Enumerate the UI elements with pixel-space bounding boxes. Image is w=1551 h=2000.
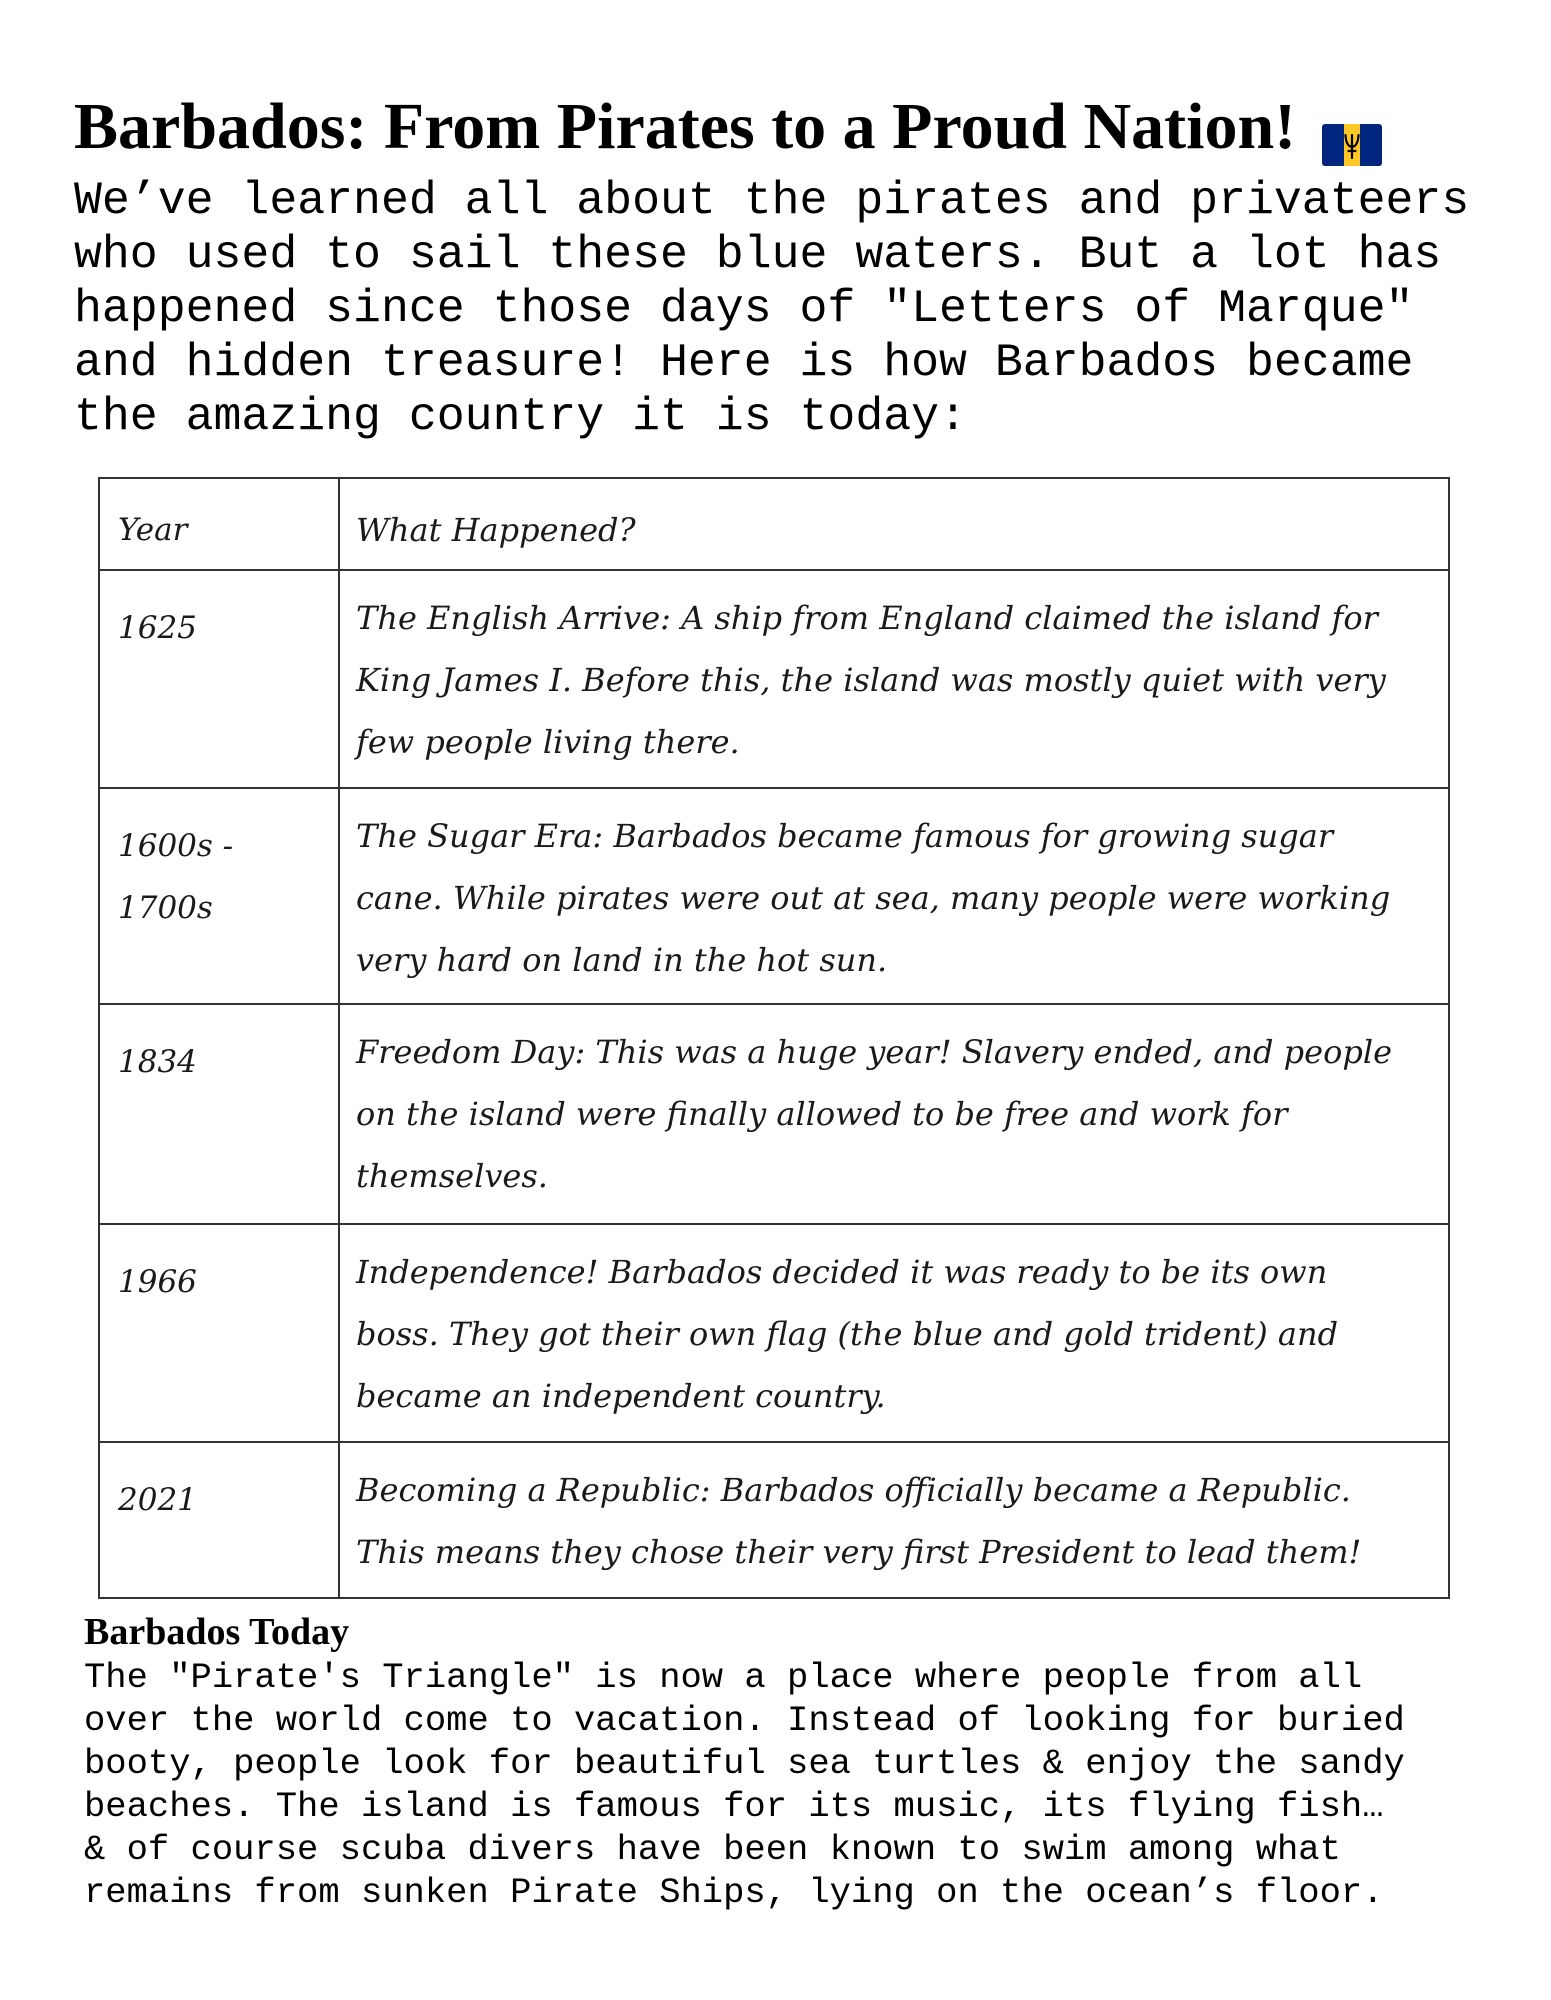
today-paragraph [84, 1656, 1514, 1914]
table-row [99, 1224, 1449, 1442]
table-row [99, 788, 1449, 1004]
table-row [99, 1004, 1449, 1224]
row-description [339, 788, 1449, 1004]
today-line: beaches. The island is famous for its music, its flying fish… [84, 1786, 1384, 1827]
page-title-text: Barbados: From Pirates to a Proud Nation! [74, 90, 1297, 163]
row-year [99, 1004, 339, 1224]
row-description [339, 570, 1449, 788]
year-line: 1625 [118, 610, 197, 646]
description-line: Independence! Barbados decided it was ready to be its own [356, 1253, 1328, 1291]
year-line: 1834 [118, 1044, 197, 1080]
table-row [99, 570, 1449, 788]
description-line: This means they chose their very first President to lead them! [356, 1533, 1362, 1571]
description-line: The Sugar Era: Barbados became famous for growing sugar [356, 817, 1334, 855]
intro-line: who used to sail these blue waters. But a lot has [74, 228, 1442, 281]
row-year [99, 570, 339, 788]
today-line: booty, people look for beautiful sea turtles & enjoy the sandy [84, 1743, 1405, 1784]
intro-line: happened since those days of "Letters of Marque" [74, 282, 1414, 335]
description-line: cane. While pirates were out at sea, many people were working [356, 879, 1391, 917]
description-line: Becoming a Republic: Barbados officially became a Republic. [356, 1471, 1351, 1509]
description-line: became an independent country. [356, 1377, 886, 1415]
row-description [339, 1004, 1449, 1224]
header-year: Year [99, 478, 339, 570]
header-what-happened: What Happened? [339, 478, 1449, 570]
year-line: 1600s - [118, 828, 234, 864]
row-year [99, 1442, 339, 1598]
today-line: over the world come to vacation. Instead of looking for buried [84, 1700, 1405, 1741]
description-line: very hard on land in the hot sun. [356, 941, 888, 979]
year-line: 1700s [118, 890, 213, 926]
row-year [99, 788, 339, 1004]
year-line: 1966 [118, 1264, 197, 1300]
year-line: 2021 [118, 1482, 197, 1518]
description-line: The English Arrive: A ship from England claimed the island for [356, 599, 1378, 637]
row-description [339, 1442, 1449, 1598]
barbados-flag-icon [1322, 102, 1382, 144]
today-line: & of course scuba divers have been known to swim among what [84, 1829, 1341, 1870]
description-line: themselves. [356, 1157, 548, 1195]
table-header-row [99, 478, 1449, 570]
timeline-table [98, 477, 1450, 1599]
intro-line: and hidden treasure! Here is how Barbados became [74, 336, 1414, 389]
intro-paragraph [74, 174, 1514, 444]
section-heading-barbados-today: Barbados Today [84, 1611, 350, 1653]
today-line: remains from sunken Pirate Ships, lying on the ocean’s floor. [84, 1872, 1384, 1913]
flag-stripe-left [1322, 124, 1342, 166]
intro-line: the amazing country it is today: [74, 390, 967, 443]
row-year [99, 1224, 339, 1442]
row-description [339, 1224, 1449, 1442]
description-line: Freedom Day: This was a huge year! Slavery ended, and people [356, 1033, 1393, 1071]
description-line: few people living there. [356, 723, 740, 761]
intro-line: We’ve learned all about the pirates and privateers [74, 174, 1470, 227]
flag-stripe-right [1362, 124, 1382, 166]
table-row [99, 1442, 1449, 1598]
today-line: The "Pirate's Triangle" is now a place where people from all [84, 1657, 1363, 1698]
page-title [74, 84, 1382, 170]
description-line: King James I. Before this, the island was mostly quiet with very [356, 661, 1386, 699]
description-line: on the island were finally allowed to be free and work for [356, 1095, 1288, 1133]
description-line: boss. They got their own flag (the blue and gold trident) and [356, 1315, 1339, 1353]
